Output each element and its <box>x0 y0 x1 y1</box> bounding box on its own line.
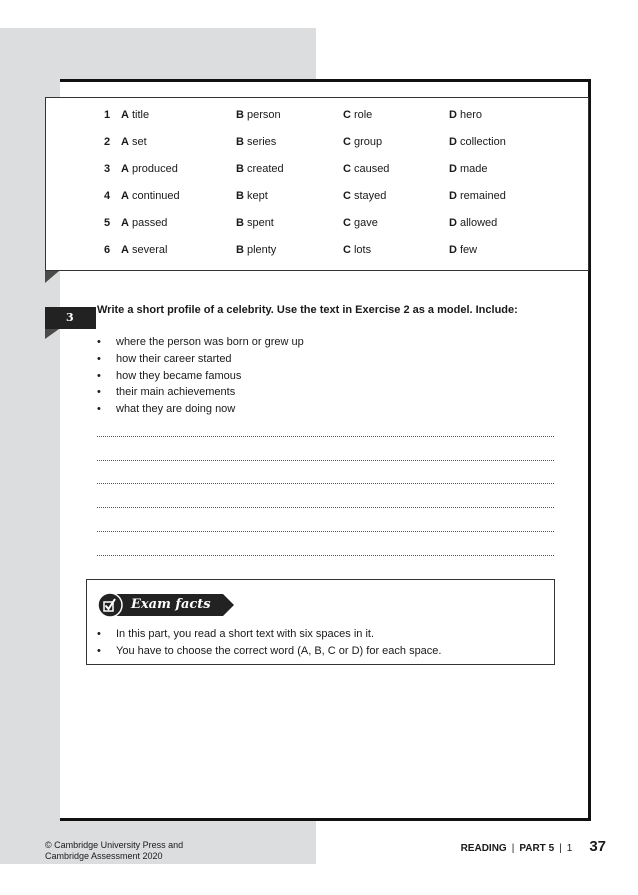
list-item: • You have to choose the correct word (A, B, C or D) for each space. <box>97 643 441 660</box>
option-b: created <box>246 163 284 175</box>
option-a: several <box>131 244 168 256</box>
option-c: group <box>353 136 383 148</box>
option-a: set <box>131 136 147 148</box>
option-a: passed <box>131 217 168 229</box>
page-footer <box>461 838 606 855</box>
copyright-notice <box>45 840 183 862</box>
list-item: • their main achievements <box>97 384 304 401</box>
letter-c: C <box>343 244 351 256</box>
panel-top-border <box>60 79 591 82</box>
option-b: series <box>246 136 277 148</box>
list-item: • where the person was born or grew up <box>97 334 304 351</box>
option-row <box>46 106 588 124</box>
option-row <box>46 187 588 205</box>
list-item: • what they are doing now <box>97 401 304 418</box>
option-c: gave <box>353 217 378 229</box>
question-number: 3 <box>104 163 111 175</box>
letter-b: B <box>236 244 244 256</box>
separator: | <box>559 843 562 854</box>
writing-line[interactable] <box>97 483 554 484</box>
question-number: 5 <box>104 217 111 229</box>
writing-line[interactable] <box>97 555 554 556</box>
tab-fold-corner <box>45 329 59 339</box>
letter-c: C <box>343 136 351 148</box>
option-d: few <box>459 244 478 256</box>
option-b: spent <box>246 217 274 229</box>
letter-b: B <box>236 163 244 175</box>
section-label: READING <box>460 843 507 854</box>
option-d: allowed <box>459 217 498 229</box>
letter-b: B <box>236 217 244 229</box>
writing-line[interactable] <box>97 507 554 508</box>
writing-line[interactable] <box>97 460 554 461</box>
option-c: caused <box>353 163 390 175</box>
option-row <box>46 214 588 232</box>
exercise-instruction: Write a short profile of a celebrity. Use the text in Exercise 2 as a model. Include: <box>97 304 518 316</box>
exercise-number: 3 <box>66 311 74 324</box>
option-row <box>46 160 588 178</box>
option-a: title <box>131 109 150 121</box>
letter-d: D <box>449 109 457 121</box>
letter-d: D <box>449 244 457 256</box>
panel-bottom-border <box>60 818 591 821</box>
option-d: remained <box>459 190 506 202</box>
option-c: lots <box>353 244 372 256</box>
question-number: 6 <box>104 244 111 256</box>
exam-facts-banner <box>96 593 233 617</box>
option-d: hero <box>459 109 482 121</box>
writing-line[interactable] <box>97 436 554 437</box>
letter-b: B <box>236 190 244 202</box>
letter-d: D <box>449 190 457 202</box>
option-c: stayed <box>353 190 387 202</box>
question-number: 4 <box>104 190 111 202</box>
options-box <box>45 97 589 271</box>
letter-a: A <box>121 190 129 202</box>
letter-a: A <box>121 244 129 256</box>
letter-c: C <box>343 190 351 202</box>
option-b: plenty <box>246 244 277 256</box>
copyright-line: © Cambridge University Press and <box>45 840 184 850</box>
letter-b: B <box>236 136 244 148</box>
option-row <box>46 241 588 259</box>
option-b: kept <box>246 190 268 202</box>
page-number: 37 <box>589 838 606 855</box>
letter-a: A <box>121 136 129 148</box>
letter-c: C <box>343 217 351 229</box>
letter-a: A <box>121 163 129 175</box>
copyright-line: Cambridge Assessment 2020 <box>45 851 163 861</box>
question-number: 1 <box>104 109 111 121</box>
list-item: • In this part, you read a short text with six spaces in it. <box>97 626 441 643</box>
letter-d: D <box>449 217 457 229</box>
exam-facts-list <box>97 626 441 660</box>
writing-line[interactable] <box>97 531 554 532</box>
option-row <box>46 133 588 151</box>
part-label: PART 5 <box>519 843 555 854</box>
letter-d: D <box>449 163 457 175</box>
option-d: collection <box>459 136 506 148</box>
option-d: made <box>459 163 488 175</box>
letter-a: A <box>121 217 129 229</box>
exam-facts-title: Exam facts <box>131 597 211 612</box>
list-item: • how their career started <box>97 351 304 368</box>
box-fold-corner <box>45 271 59 283</box>
exercise-number-tab <box>45 307 96 329</box>
part-number: 1 <box>566 843 573 854</box>
letter-d: D <box>449 136 457 148</box>
option-b: person <box>246 109 281 121</box>
option-a: continued <box>131 190 180 202</box>
separator: | <box>511 843 515 854</box>
checkbox-tick-icon <box>96 593 124 617</box>
letter-b: B <box>236 109 244 121</box>
exercise-bullet-list <box>97 334 304 418</box>
letter-c: C <box>343 109 351 121</box>
letter-c: C <box>343 163 351 175</box>
option-a: produced <box>131 163 178 175</box>
list-item: • how they became famous <box>97 368 304 385</box>
option-c: role <box>353 109 373 121</box>
letter-a: A <box>121 109 129 121</box>
question-number: 2 <box>104 136 111 148</box>
